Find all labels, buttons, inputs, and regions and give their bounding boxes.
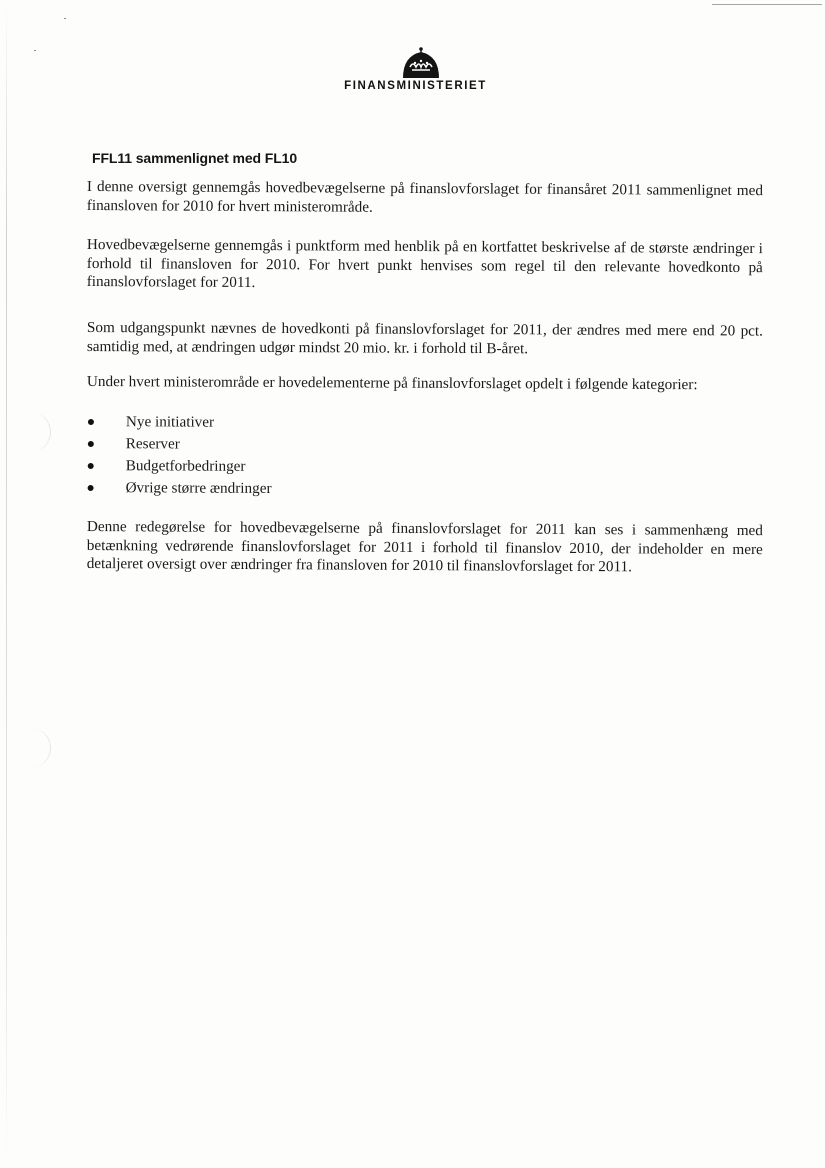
bullet-icon <box>88 419 94 425</box>
list-item <box>86 455 272 478</box>
crown-icon <box>401 46 441 80</box>
scan-speck <box>64 18 66 19</box>
bullet-icon <box>88 485 94 491</box>
punch-hole-mark <box>28 412 51 452</box>
paragraph-categories-intro: Under hvert ministerområde er hovedelementerne på finanslovforslaget opdelt i følgende kategorier: <box>86 373 698 394</box>
paragraph-intro: I denne oversigt gennemgås hovedbevægelserne på finanslovforslaget for finansåret 2011 sammenlignet med finansloven for 2010 for hvert ministerområde. <box>86 178 763 216</box>
paragraph-threshold: Som udgangspunkt nævnes de hovedkonti på finanslovforslaget for 2011, der ændres med mere end 20 pct. samtidig med, at ændringen udgør mindst 20 mio. kr. i forhold til B-året. <box>86 319 763 357</box>
scan-speck <box>34 50 36 51</box>
scan-top-line <box>712 4 822 5</box>
paragraph-reference: Denne redegørelse for hovedbevægelserne på finanslovforslaget for 2011 kan ses i sammenhæng med betænkning vedrørende finanslovforslaget for 2011 i forhold til finanslov 2010, der indeholder en mere detaljeret oversigt over ændringer fra finansloven for 2010 til finanslovforslaget for 2011. <box>86 518 763 576</box>
document-heading: FFL11 sammenlignet med FL10 <box>92 150 298 166</box>
paragraph-method: Hovedbevægelserne gennemgås i punktform med henblik på en kortfattet beskrivelse af de største ændringer i forhold til finansloven for 2010. For hvert punkt henvises som regel til den relevante hovedkonto på finanslovforslaget for 2011. <box>86 236 763 292</box>
list-item-label: Budgetforbedringer <box>125 457 246 475</box>
list-item-label: Øvrige større ændringer <box>125 479 272 497</box>
list-item <box>86 433 272 456</box>
punch-hole-mark <box>28 728 51 768</box>
bullet-icon <box>88 441 94 447</box>
list-item <box>86 477 272 500</box>
category-list <box>86 411 272 500</box>
list-item-label: Reserver <box>125 435 180 453</box>
list-item <box>86 411 272 434</box>
ministry-logo-text: FINANSMINISTERIET <box>344 80 487 92</box>
scan-edge <box>6 0 7 1168</box>
bullet-icon <box>88 463 94 469</box>
list-item-label: Nye initiativer <box>125 413 215 431</box>
